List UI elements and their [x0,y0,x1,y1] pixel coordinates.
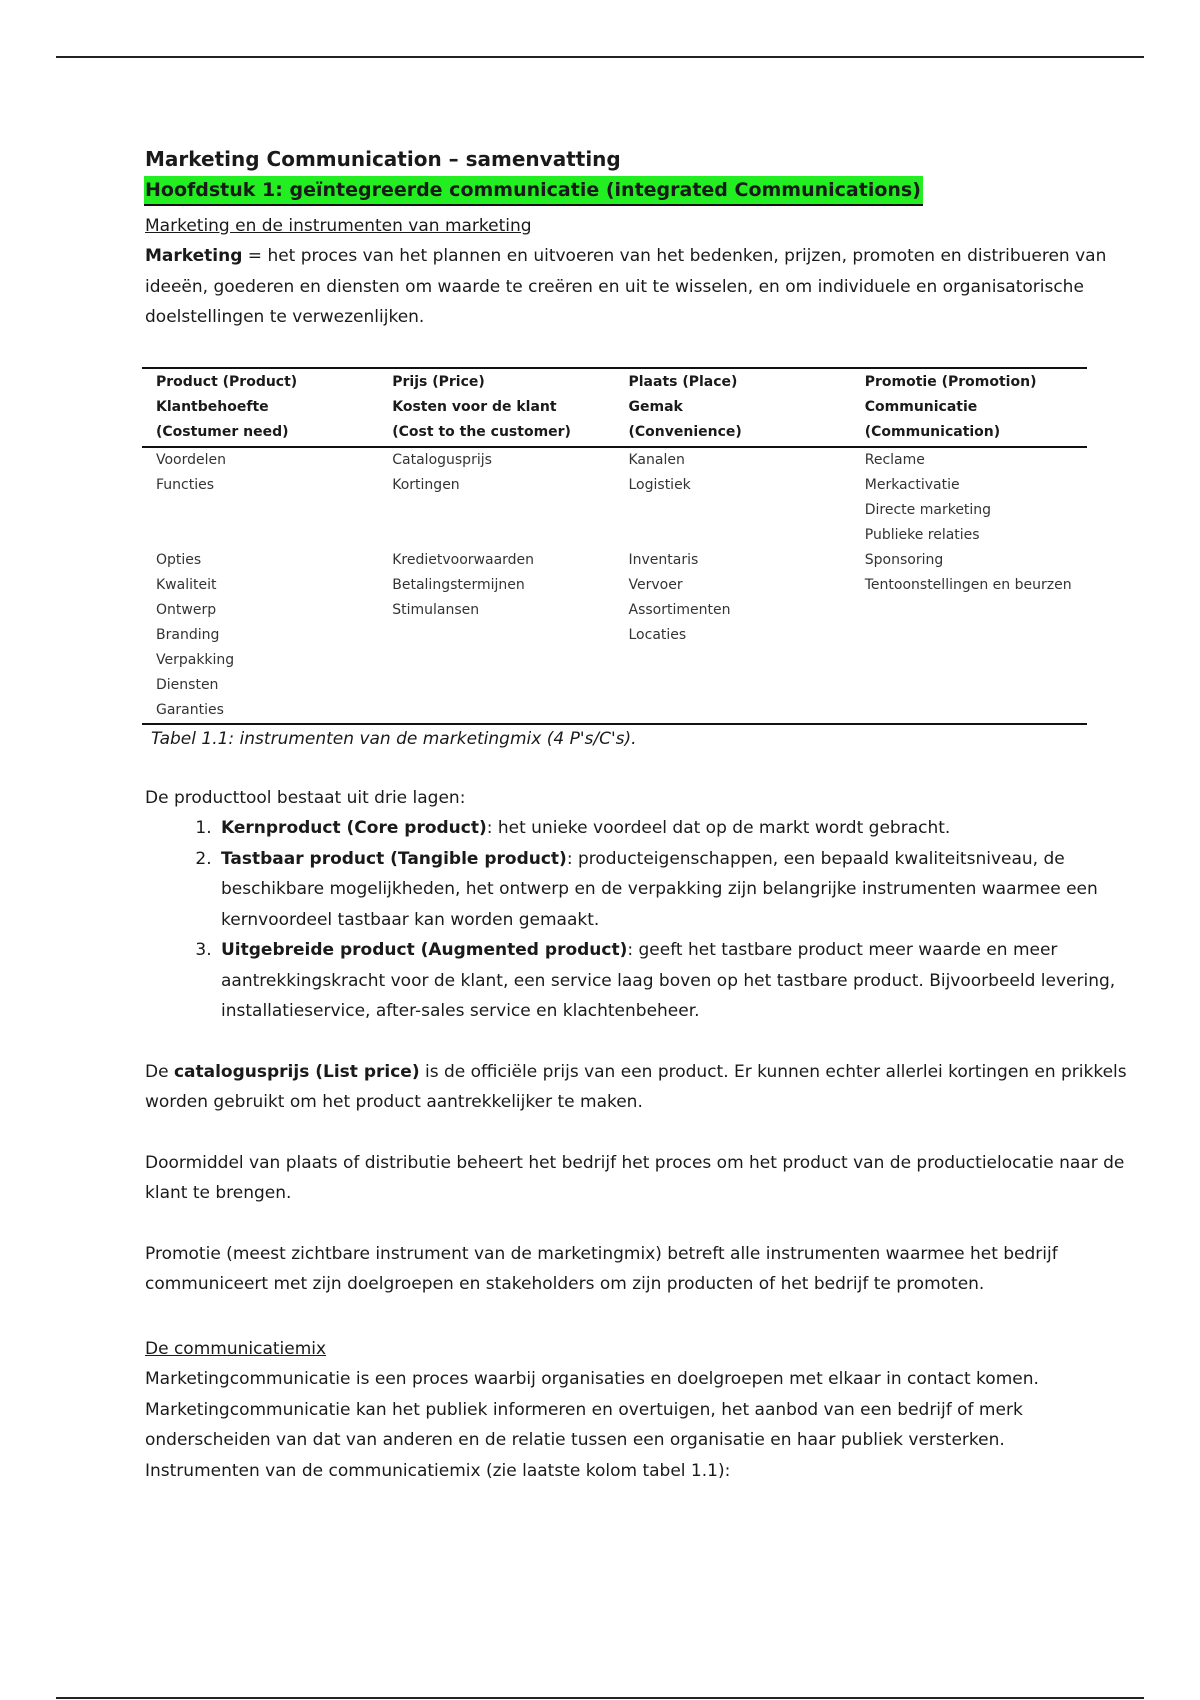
table-cell [142,498,378,523]
spacer [145,1027,1130,1057]
layer-text: : het unieke voordeel dat op de markt wordt gebracht. [486,818,951,838]
table-row [142,598,1087,623]
table-cell: Sponsoring [864,551,944,568]
communicatiemix-line: Instrumenten van de communicatiemix (zie laatste kolom tabel 1.1): [145,1460,731,1481]
header-line: Communicatie [864,398,978,415]
header-place [615,368,851,447]
table-row [142,648,1087,673]
marketing-mix-table [142,367,1087,725]
spacer [145,1118,1130,1148]
table-cell: Catalogusprijs [392,451,492,468]
top-rule [56,56,1144,58]
table-cell [378,498,614,523]
header-line: Gemak [628,398,683,415]
table-row [142,698,1087,724]
table-row [142,548,1087,573]
header-product [142,368,378,447]
layer-term: Uitgebreide product (Augmented product) [221,940,628,960]
table-cell [615,648,851,673]
table-cell [142,523,378,548]
header-promotion [851,368,1087,447]
table-cell: Logistiek [628,476,691,493]
table-cell: Opties [156,551,202,568]
document-title: Marketing Communication – samenvatting [145,147,621,171]
header-line: Prijs (Price) [392,373,485,390]
header-line: Kosten voor de klant [392,398,557,415]
price-term: catalogusprijs (List price) [173,1061,420,1082]
spacer [145,753,1130,783]
table-cell: Kortingen [392,476,460,493]
table-cell [378,698,614,724]
header-price [378,368,614,447]
table-caption: Tabel 1.1: instrumenten van de marketingmix (4 P's/C's). [151,728,637,749]
layer-term: Tastbaar product (Tangible product) [221,848,567,869]
table-cell: Kwaliteit [156,576,217,593]
header-line: (Cost to the customer) [392,423,571,440]
table-cell: Verpakking [156,651,235,668]
header-line: Plaats (Place) [628,373,738,390]
table-cell [378,523,614,548]
table-cell: Vervoer [628,576,683,593]
table-row [142,447,1087,473]
table-cell: Kredietvoorwaarden [392,551,535,568]
price-post: is de officiële prijs van een product. Er kunnen echter allerlei kortingen en prikkels worden gebruikt om het product aantrekkelijker te maken. [145,1061,1127,1112]
table-cell: Betalingstermijnen [392,576,525,593]
table-cell: Garanties [156,701,224,718]
header-line: Promotie (Promotion) [864,373,1037,390]
table-cell: Branding [156,626,220,643]
table-cell [851,698,1087,724]
chapter-heading-wrap [145,176,1130,207]
table-row [142,473,1087,498]
table-cell [851,648,1087,673]
table-cell [851,673,1087,698]
table-cell [615,673,851,698]
table-cell: Voordelen [156,451,227,468]
table-cell: Kanalen [628,451,685,468]
table-row [142,673,1087,698]
table-cell: Functies [156,476,215,493]
table-cell [378,648,614,673]
product-layers-list [145,813,1130,1027]
header-line: (Convenience) [628,423,742,440]
list-item [217,935,1130,1027]
table-cell [378,673,614,698]
table-body [142,447,1087,724]
table-row [142,573,1087,598]
table-cell [851,623,1087,648]
header-line: (Costumer need) [156,423,289,440]
document-body [145,142,1130,1486]
table-cell [615,523,851,548]
table-cell: Tentoonstellingen en beurzen [864,576,1072,593]
table-cell [615,498,851,523]
table-cell: Publieke relaties [864,526,980,543]
header-line: (Communication) [864,423,1001,440]
table-cell [851,598,1087,623]
table-cell: Inventaris [628,551,699,568]
price-pre: De [145,1061,174,1082]
communicatiemix-line: Marketingcommunicatie is een proces waarbij organisaties en doelgroepen met elkaar in contact komen. [145,1369,1039,1389]
header-line: Klantbehoefte [156,398,269,415]
chapter-heading: Hoofdstuk 1: geïntegreerde communicatie (integrated Communications) [144,176,923,206]
table-row [142,623,1087,648]
layer-text: : producteigenschappen, een bepaald kwaliteitsniveau, de beschikbare mogelijkheden, het ontwerp en de verpakking zijn belangrijke instrumenten waarmee een kernvoordeel tastbaar kan worden gemaakt. [221,848,1098,930]
table-cell: Locaties [628,626,687,643]
table-header-row [142,368,1087,447]
table-cell: Diensten [156,676,219,693]
table-row [142,523,1087,548]
table-cell [615,698,851,724]
marketing-definition-text: = het proces van het plannen en uitvoeren van het bedenken, prijzen, promoten en distribueren van ideeën, goederen en diensten om waarde te creëren en uit te wisselen, en om individuele en organisatorische doelstellingen te verwezenlijken. [145,246,1107,327]
bottom-rule [56,1697,1144,1699]
section-heading-communicatiemix: De communicatiemix [145,1338,327,1359]
marketing-definition [145,241,1130,333]
list-item [217,813,1130,844]
communicatiemix-line: Marketingcommunicatie kan het publiek informeren en overtuigen, het aanbod van een bedrijf of merk onderscheiden van dat van anderen en de relatie tussen een organisatie en haar publiek versterken. [145,1399,1023,1450]
table-cell: Stimulansen [392,601,480,618]
table-row [142,498,1087,523]
spacer [145,1300,1130,1330]
table-cell: Reclame [864,451,925,468]
place-paragraph: Doormiddel van plaats of distributie beheert het bedrijf het proces om het product van de productielocatie naar de klant te brengen. [145,1152,1125,1203]
table-cell: Ontwerp [156,601,217,618]
price-paragraph [145,1057,1130,1118]
table-cell: Assortimenten [628,601,731,618]
layer-term: Kernproduct (Core product) [221,818,487,838]
table-cell: Merkactivatie [864,476,960,493]
promotion-paragraph: Promotie (meest zichtbare instrument van de marketingmix) betreft alle instrumenten waarmee het bedrijf communiceert met zijn doelgroepen en stakeholders om zijn producten of het bedrijf te promoten. [145,1243,1058,1294]
table-cell [378,623,614,648]
table-cell: Directe marketing [864,501,992,518]
layer-text: : geeft het tastbare product meer waarde en meer aantrekkingskracht voor de klant, een service laag boven op het tastbare product. Bijvoorbeeld levering, installatieservice, after-sales service en klachtenbeheer. [221,940,1116,1021]
section-heading-marketing: Marketing en de instrumenten van marketing [145,215,532,236]
spacer [145,1209,1130,1239]
product-intro: De producttool bestaat uit drie lagen: [145,787,466,808]
marketing-term: Marketing [145,246,243,266]
list-item [217,844,1130,936]
header-line: Product (Product) [156,373,298,390]
